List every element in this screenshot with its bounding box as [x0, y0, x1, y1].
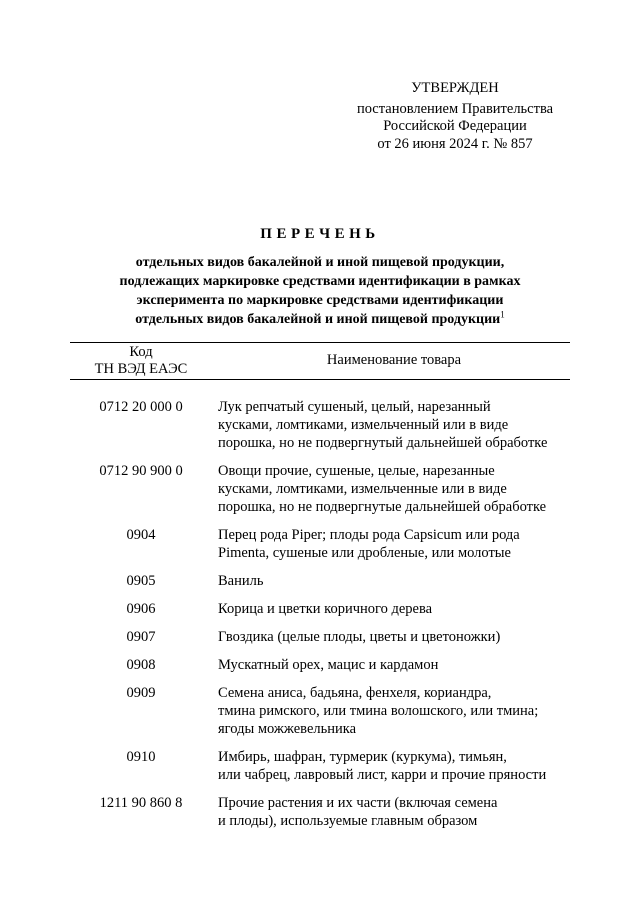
- table-row: [70, 462, 570, 516]
- product-name: [218, 572, 570, 590]
- product-name-line: тмина римского, или тмина волошского, или тмина;: [218, 703, 539, 719]
- product-code: 1211 90 860 8: [99, 795, 183, 811]
- column-header-code-line-1: Код: [129, 344, 153, 360]
- product-name-line: и плоды), используемые главным образом: [218, 813, 478, 829]
- footnote-marker[interactable]: 1: [500, 309, 505, 320]
- product-code: 0712 20 000 0: [99, 399, 183, 415]
- document-title: ПЕРЕЧЕНЬ: [260, 226, 380, 242]
- product-code: 0909: [126, 685, 156, 701]
- product-name-line: Перец рода Piper; плоды рода Capsicum или рода: [218, 527, 520, 543]
- product-name-line: кусками, ломтиками, измельченные или в виде: [218, 481, 507, 497]
- approval-line-1: постановлением Правительства: [356, 100, 554, 117]
- table-row: [70, 600, 570, 618]
- product-name: [218, 526, 570, 562]
- product-code: 0904: [126, 527, 156, 543]
- table-row: [70, 526, 570, 562]
- column-header-code: [70, 344, 212, 377]
- product-code: 0906: [126, 601, 156, 617]
- document-heading: [60, 226, 580, 329]
- heading-line-3: эксперимента по маркировке средствами идентификации: [136, 293, 504, 308]
- product-name-line: или чабрец, лавровый лист, карри и прочие пряности: [218, 767, 547, 783]
- heading-line-1: отдельных видов бакалейной и иной пищевой продукции,: [135, 255, 505, 270]
- heading-line-4: [60, 310, 580, 329]
- product-name: [218, 748, 570, 784]
- approval-line-3: от 26 июня 2024 г. № 857: [377, 135, 533, 152]
- approval-block: [340, 80, 570, 153]
- product-name-line: Ваниль: [218, 573, 264, 589]
- product-name-line: Pimenta, сушеные или дробленые, или молотые: [218, 545, 511, 561]
- product-code: 0907: [126, 629, 156, 645]
- table-row: [70, 398, 570, 452]
- approval-title: УТВЕРЖДЕН: [411, 80, 499, 96]
- table-row: [70, 628, 570, 646]
- product-name-line: Прочие растения и их части (включая семена: [218, 795, 498, 811]
- table-row: [70, 656, 570, 674]
- heading-line-4-text: отдельных видов бакалейной и иной пищевой продукции: [135, 312, 501, 327]
- product-name: [218, 794, 570, 830]
- table-row: [70, 684, 570, 738]
- product-name: [218, 628, 570, 646]
- product-code: 0905: [126, 573, 156, 589]
- product-name: [218, 656, 570, 674]
- product-name: [218, 600, 570, 618]
- product-name-line: Имбирь, шафран, турмерик (куркума), тимьян,: [218, 749, 507, 765]
- product-code: 0910: [126, 749, 156, 765]
- product-code: 0908: [126, 657, 156, 673]
- table-row: [70, 748, 570, 784]
- heading-line-2: подлежащих маркировке средствами идентификации в рамках: [119, 274, 521, 289]
- approval-line-2: Российской Федерации: [383, 118, 527, 134]
- product-name-line: Гвоздика (целые плоды, цветы и цветоножки): [218, 629, 501, 645]
- table-header: [70, 342, 570, 380]
- product-name-line: Овощи прочие, сушеные, целые, нарезанные: [218, 463, 495, 479]
- product-name: [218, 398, 570, 452]
- product-name-line: порошка, но не подвергнутый дальнейшей обработке: [218, 435, 548, 451]
- column-header-name: Наименование товара: [326, 352, 462, 368]
- product-name: [218, 462, 570, 516]
- product-name-line: Семена аниса, бадьяна, фенхеля, кориандра,: [218, 685, 492, 701]
- product-name: [218, 684, 570, 738]
- product-name-line: ягоды можжевельника: [218, 721, 357, 737]
- product-code: 0712 90 900 0: [99, 463, 183, 479]
- product-name-line: порошка, но не подвергнутые дальнейшей обработке: [218, 499, 547, 515]
- table-body: [70, 398, 570, 840]
- table-row: [70, 572, 570, 590]
- table-row: [70, 794, 570, 830]
- column-header-code-line-2: ТН ВЭД ЕАЭС: [94, 360, 188, 377]
- product-name-line: кусками, ломтиками, измельченный или в виде: [218, 417, 509, 433]
- product-name-line: Мускатный орех, мацис и кардамон: [218, 657, 439, 673]
- product-name-line: Корица и цветки коричного дерева: [218, 601, 433, 617]
- product-name-line: Лук репчатый сушеный, целый, нарезанный: [218, 399, 491, 415]
